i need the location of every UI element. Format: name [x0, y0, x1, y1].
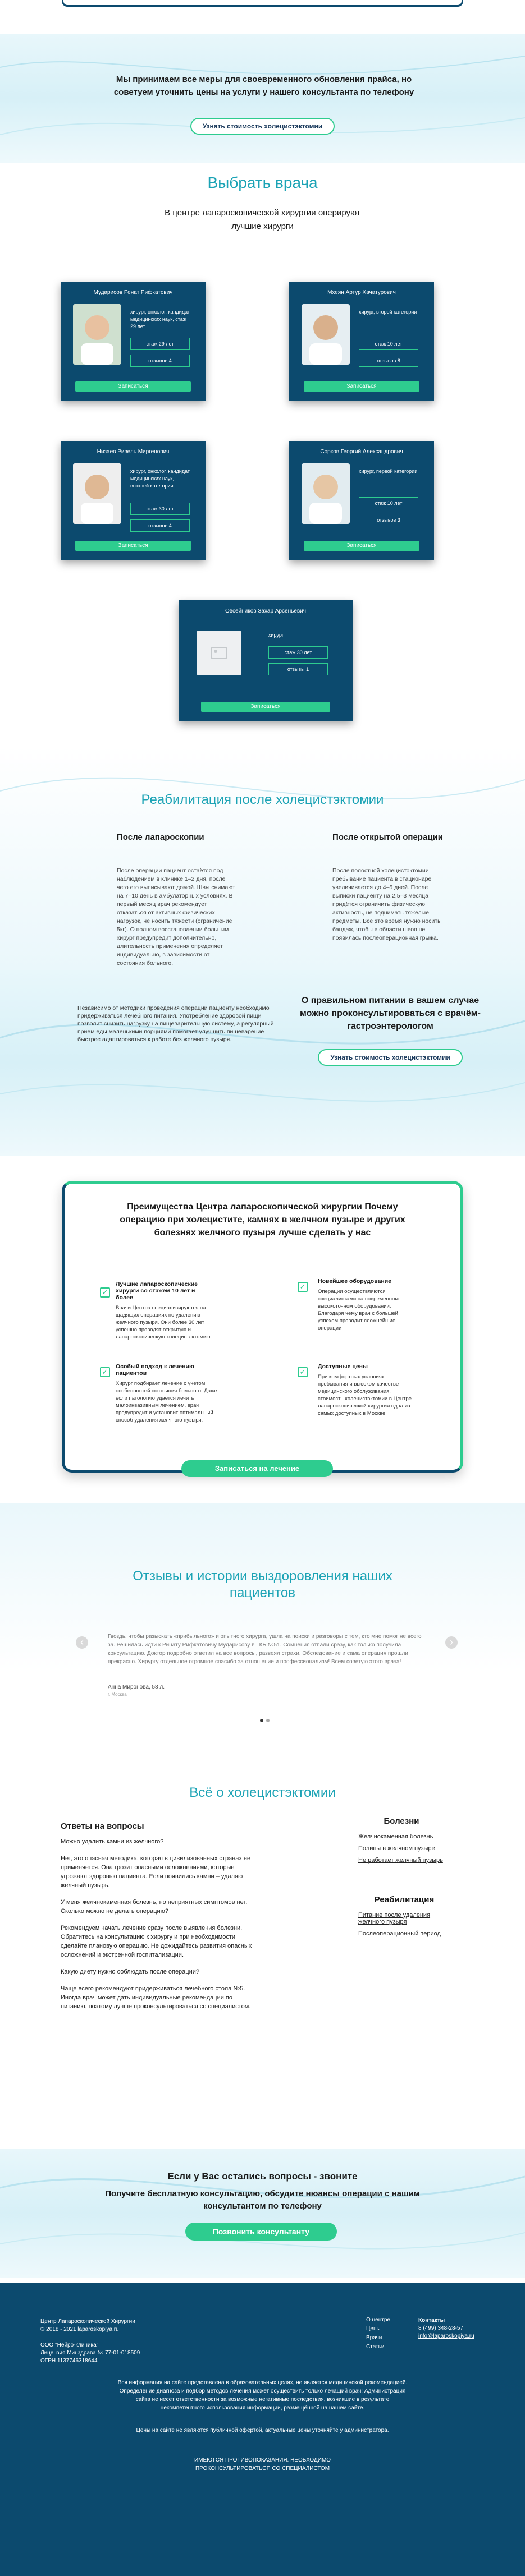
doctor-photo	[73, 463, 121, 524]
advantage-text: Хирург подбирает лечение с учетом особенностей состояния больного. Даже если патологию удается лечить малоинвазивным лечением, врач предупредит и установит оптимальный способ удаления желчного пузыря.	[116, 1381, 217, 1423]
review-text: Гвоздь, чтобы разыскать «прибыльного» и опытного хирурга, ушла на поиски и разговоры с тем, кто мне помог не всего за. Решилась идти к Ринату Рифкатовичу Мударисову в ГКБ №51. Сомнения отпали сразу, как только получила консультацию. Доктор подробно ответил на все вопросы, развеял страхи. Обследование и сама операция прошли прекрасно. Хирургу отдельное огромное спасибо за отношение и профессионализм! Всем советую этого врача!	[108, 1634, 422, 1665]
cta-title: Если у Вас остались вопросы - звоните	[167, 2171, 358, 2182]
check-icon: ✓	[100, 1367, 110, 1377]
promo-text: Мы принимаем все меры для своевременного обновления прайса, но советуем уточнить цены на услуги у нашего консультанта по телефону	[113, 75, 414, 97]
qa-title: Ответы на вопросы	[61, 1821, 144, 1831]
advantage-text: При комфортных условиях пребывания и высоком качестве медицинского обслуживания, стоимость холецистэктомии в Центре лапароскопической хирургии одна из самых доступных в Москве	[318, 1374, 412, 1416]
faq-answer: Рекомендуем начать лечение сразу после выявления болезни. Обратитесь на консультацию к хирургу и при необходимости сделайте плановую операцию. Не дожидайтесь развития опасных осложнений и экстренной госпитализации.	[61, 1925, 252, 1958]
reviews-badge[interactable]: отзывов 4	[130, 355, 190, 367]
contacts-title: Контакты	[418, 2317, 445, 2324]
footer-contacts	[418, 2317, 503, 2340]
book-button[interactable]: Записаться	[201, 702, 330, 712]
diet-price-button[interactable]: Узнать стоимость холецистэктомии	[318, 1049, 463, 1066]
carousel-prev-button[interactable]: ‹	[76, 1636, 88, 1649]
advantage-item	[116, 1281, 214, 1341]
price-button[interactable]: Узнать стоимость холецистэктомии	[190, 118, 335, 135]
experience-badge: стаж 30 лет	[268, 646, 328, 659]
faq-question: Можно удалить камни из желчного?	[61, 1838, 164, 1845]
book-button[interactable]: Записаться	[75, 381, 191, 392]
experience-badge: стаж 10 лет	[359, 338, 418, 350]
faq-answer: Чаще всего рекомендуют придерживаться лечебного стола №5. Иногда врач может дать индивидуальные рекомендации по питанию, поэтому лучше проконсультироваться со специалистом.	[61, 1985, 251, 2010]
disease-link[interactable]: Не работает желчный пузырь	[358, 1857, 443, 1864]
email-link[interactable]: info@laparoskopiya.ru	[418, 2333, 474, 2339]
doctor-card	[289, 441, 434, 560]
doctor-photo	[302, 463, 350, 524]
doctor-desc: хирург, второй категории	[359, 309, 417, 315]
reviews-badge[interactable]: отзывы 1	[268, 663, 328, 675]
review-author: Анна Миронова, 58 л.	[108, 1684, 165, 1690]
diet-text: Независимо от методики проведения операции пациенту необходимо придерживаться лечебного питания. Употребление здоровой пищи позволит снизить нагрузку на пищеварительную систему, а регулярный прием еды маленькими порциями помогает улучшить пищеварение быстрее адаптироваться к работе без желчного пузыря.	[77, 1005, 274, 1043]
doctors-title: Выбрать врача	[207, 174, 318, 191]
diseases-list	[358, 1833, 454, 1869]
top-bar-remnant	[62, 0, 463, 7]
company-name: Центр Лапароскопической Хирургии	[40, 2319, 135, 2325]
footer-company	[40, 2318, 186, 2365]
carousel-next-button[interactable]: ›	[445, 1636, 458, 1649]
about-title: Всё о холецистэктомии	[189, 1785, 336, 1800]
advantage-text: Операции осуществляются специалистами на современном высокоточном оборудовании. Благодаря чему врач с большей успехом проводит сложнейшие операции	[318, 1289, 399, 1331]
diet-title: О правильном питании в вашем случае можно проконсультироваться с врачём-гастроэнтерологом	[300, 996, 481, 1031]
advantage-text: Врачи Центра специализируются на щадящих операциях по удалению желчного пузыря. Они более 30 лет успешно проводят открытую и лапароскопическую холецистэктомию.	[116, 1305, 212, 1340]
doctor-photo	[73, 304, 121, 365]
doctor-desc: хирург, онколог, кандидат медицинских наук, высшей категории	[130, 468, 190, 489]
disease-link[interactable]: Полипы в желчном пузыре	[358, 1845, 435, 1852]
disclaimer: Вся информация на сайте представлена в образовательных целях, не является медицинской рекомендацией. Определение диагноза и подбор методов лечения может осуществить только лечащий врач! Администрация сайта не несёт ответственности за возможные негативные последствия, возникшие в результате некомпетентного использования информации, размещённой на нашем сайте.	[117, 2380, 408, 2411]
faq-question: Какую диету нужно соблюдать после операции?	[61, 1968, 200, 1975]
footer-nav	[366, 2317, 411, 2353]
contraindications-warning: ИМЕЮТСЯ ПРОТИВОПОКАЗАНИЯ. НЕОБХОДИМО ПРОКОНСУЛЬТИРОВАТЬСЯ СО СПЕЦИАЛИСТОМ	[194, 2457, 331, 2472]
footer-link-doctors[interactable]: Врачи	[366, 2335, 382, 2341]
doctor-name: Низаев Ривель Миргенович	[97, 449, 170, 455]
rehab-col2-title: После открытой операции	[332, 832, 443, 842]
advantage-title: Новейшее оборудование	[318, 1278, 391, 1285]
book-button[interactable]: Записаться	[304, 381, 419, 392]
doctor-desc: хирург, онколог, кандидат медицинских наук, стаж 29 лет.	[130, 309, 190, 329]
book-button[interactable]: Записаться	[75, 541, 191, 551]
advantage-title: Особый подход к лечению пациентов	[116, 1363, 194, 1377]
cta-band	[0, 2149, 525, 2278]
faq-question: У меня желчнокаменная болезнь, но неприятных симптомов нет. Сколько можно не делать операцию?	[61, 1899, 248, 1915]
doctor-card	[61, 441, 206, 560]
doctor-desc: хирург	[268, 632, 284, 638]
footer-link-prices[interactable]: Цены	[366, 2326, 381, 2332]
faq-answer: Нет, это опасная методика, которая в цивилизованных странах не применяется. Она грозит опасными осложнениями, которые угрожают здоровью пациента. Если появились камни – удаляют желчный пузырь.	[61, 1855, 251, 1889]
advantage-item	[318, 1363, 416, 1417]
advantage-item	[116, 1363, 220, 1424]
check-icon: ✓	[298, 1282, 308, 1292]
experience-badge: стаж 30 лет	[130, 503, 190, 515]
call-consultant-button[interactable]: Позвонить консультанту	[185, 2223, 337, 2241]
copyright: © 2018 - 2021 laparoskopiya.ru	[40, 2326, 119, 2333]
image-placeholder-icon	[197, 631, 241, 675]
doctor-photo-placeholder	[197, 631, 241, 675]
rehab-link[interactable]: Послеоперационный период	[358, 1930, 441, 1937]
doctor-name: Мхеян Артур Хачатурович	[327, 289, 396, 296]
review-city: г. Москва	[108, 1692, 127, 1697]
doctor-photo	[302, 304, 350, 365]
cta-subtitle: Получите бесплатную консультацию, обсудите нюансы операции с нашим консультантом по телефону	[105, 2189, 420, 2211]
ogrn: ОГРН 1137746318644	[40, 2358, 98, 2364]
rehab-link[interactable]: Питание после удаления желчного пузыря	[358, 1912, 431, 1925]
legal-name: ООО "Нейро-клиника"	[40, 2342, 99, 2348]
advantage-title: Доступные цены	[318, 1363, 368, 1370]
wave-decoration	[0, 746, 525, 970]
doctor-desc: хирург, первой категории	[359, 468, 418, 474]
check-icon: ✓	[298, 1367, 308, 1377]
rehab-links-title: Реабилитация	[374, 1895, 435, 1905]
rehab-band	[0, 746, 525, 970]
rehab-col1-text: После операции пациент остаётся под наблюдением в клинике 1–2 дня, после чего его выписывают домой. Швы снимают на 7–10 день в амбулаторных условиях. В первый месяц врач рекомендует отказаться от активных физических нагрузок, не носить тяжести (ограничение 5кг). О полном восстановлении больным хирург предупредит дополнительно, длительность применения определяет индивидуально, в зависимости от состояния больного.	[117, 867, 235, 967]
disease-link[interactable]: Желчнокаменная болезнь	[358, 1833, 433, 1840]
footer-link-articles[interactable]: Статьи	[366, 2344, 385, 2350]
qa-list	[61, 1837, 257, 2019]
book-treatment-button[interactable]: Записаться на лечение	[181, 1460, 333, 1477]
advantage-title: Лучшие лапароскопические хирурги со стажем 10 лет и более	[116, 1281, 198, 1301]
reviews-badge[interactable]: отзывов 3	[359, 514, 418, 526]
book-button[interactable]: Записаться	[304, 541, 419, 551]
rehab-col2-text: После полостной холецистэктомии пребывание пациента в стационаре увеличивается до 4–5 дней. После выписки пациенту на 2,5–3 месяца придётся ограничить физическую активность, не поднимать тяжелые предметы. Все это время нужно носить бандаж, чтобы в области швов не появилась послеоперационная грыжа.	[332, 867, 441, 941]
footer-link-about[interactable]: О центре	[366, 2317, 390, 2323]
carousel-dot-active[interactable]	[260, 1719, 263, 1722]
doctor-name: Мударисов Ренат Рифкатович	[93, 289, 173, 296]
check-icon: ✓	[100, 1287, 110, 1298]
wave-decoration	[0, 2149, 525, 2278]
reviews-title: Отзывы и истории выздоровления наших пациентов	[133, 1568, 392, 1600]
doctor-card	[179, 600, 353, 721]
experience-badge: стаж 10 лет	[359, 497, 418, 509]
doctor-card	[289, 282, 434, 401]
phone-link[interactable]: 8 (499) 348-28-57	[418, 2325, 464, 2331]
doctors-subtitle: В центре лапароскопической хирургии оперируют лучшие хирурги	[165, 208, 360, 231]
doctor-name: Сорков Георгий Александрович	[320, 449, 403, 455]
doctor-name: Овсейников Захар Арсеньевич	[225, 608, 306, 614]
reviews-badge[interactable]: отзывов 8	[359, 355, 418, 367]
doctor-card	[61, 282, 206, 401]
diseases-title: Болезни	[384, 1816, 419, 1826]
reviews-badge[interactable]: отзывов 4	[130, 519, 190, 532]
rehab-col1-title: После лапароскопии	[117, 832, 204, 842]
carousel-dot[interactable]	[266, 1719, 270, 1722]
offer-note: Цены на сайте не являются публичной офертой, актуальные цены уточняйте у администратора.	[136, 2427, 389, 2434]
advantage-item	[318, 1278, 416, 1332]
experience-badge: стаж 29 лет	[130, 338, 190, 350]
license: Лицензия Минздрава № 77-01-018509	[40, 2350, 140, 2356]
rehab-title: Реабилитация после холецистэктомии	[141, 792, 384, 807]
rehab-links-list	[358, 1912, 448, 1942]
advantages-title: Преимущества Центра лапароскопической хирургии Почему операцию при холецистите, камнях в желчном пузыре и других болезнях желчного пузыря лучше сделать у нас	[120, 1202, 405, 1238]
